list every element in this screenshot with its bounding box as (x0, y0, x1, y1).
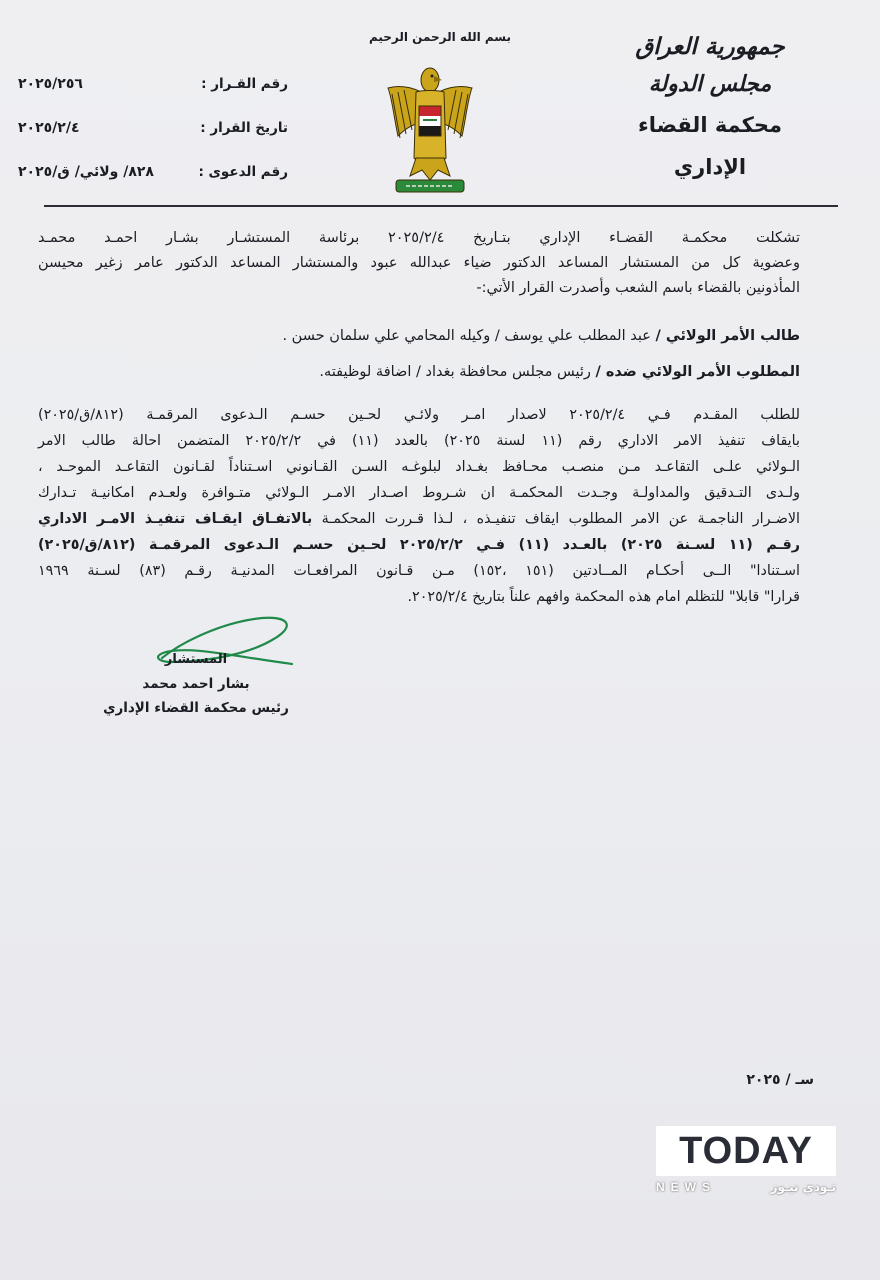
footer-date: سـ / ٢٠٢٥ (746, 1072, 814, 1088)
paragraph-respondent (38, 360, 800, 385)
meta-row-case-number (18, 150, 288, 194)
text-line: تشكلت محكمـة القضـاء الإداري بتـاريخ ٢٠٢٥/٢/٤ برئاسة المستشـار بشـار احمـد محمـد (38, 230, 800, 246)
text-line: وعضوية كل من المستشار المساعد الدكتور ضياء عبدالله عبود والمستشار المساعد الدكتور عامر زغير محيسن (38, 255, 800, 271)
meta-label: تاريخ القرار : (200, 120, 288, 136)
signatory-title: المستشار (164, 652, 228, 667)
text-line: قرارا" قابلا" للتظلم امام هذه المحكمة وافهم علناً بتاريخ ٢٠٢٥/٢/٤. (407, 589, 800, 605)
meta-label: رقم الدعوى : (198, 164, 288, 180)
header-divider (44, 205, 838, 207)
meta-value: ٢٠٢٥/٢/٤ (18, 120, 80, 136)
signatory-role: رئيس محكمة القضاء الإداري (103, 700, 289, 716)
issuing-authority (610, 30, 810, 188)
meta-label: رقم القـرار : (201, 76, 288, 92)
meta-row-decision-number (18, 62, 288, 106)
watermark-ar: تـودي نيـوز (770, 1180, 836, 1194)
meta-value: ٢٠٢٥/٢٥٦ (18, 76, 83, 92)
org-line-council: مجلس الدولة (648, 71, 772, 97)
meta-row-decision-date (18, 106, 288, 150)
applicant-label: طالب الأمر الولائي / (655, 328, 800, 344)
org-line-republic: جمهورية العراق (635, 33, 785, 60)
today-news-watermark (656, 1126, 836, 1198)
applicant-text: عبد المطلب علي يوسف / وكيله المحامي علي سلمان حسن . (282, 328, 656, 344)
decision-highlight: بالاتفـاق ايقـاف تنفيـذ الامـر الاداري (38, 511, 313, 527)
paragraph-decision (38, 402, 800, 610)
watermark-word: TODAY (679, 1130, 813, 1172)
signatory-name: بشار احمد محمد (142, 676, 250, 692)
respondent-text: رئيس مجلس محافظة بغداد / اضافة لوظيفته. (319, 364, 596, 380)
text-line: اسـتنادا" الــى أحكـام المــادتين (١٥١ ،١٥٢) مـن قـانون المرافعـات المدنيـة رقـم (٨٣) لسـنة ١٩٦٩ (38, 563, 800, 579)
text-line: ولـدى التـدقيق والمداولـة وجـدت المحكمـة ان شـروط اصـدار الامـر الـولائي متـوافرة ولعـدم امكانيـة تـدارك (38, 485, 800, 501)
text-line: للطلب المقـدم فـي ٢٠٢٥/٢/٤ لاصدار امـر ولائـي لحـين حسـم الـدعوى المرقمـة (٨١٢/ق/٢٠٢٥) (38, 407, 800, 423)
iraq-eagle-emblem-icon (382, 58, 478, 196)
text-line: بايقاف تنفيذ الامر الاداري رقم (١١ لسنة ٢٠٢٥) بالعدد (١١) في ٢٠٢٥/٢/٢ المتضمن احالة طالب الامر (38, 433, 800, 449)
watermark-subtitle (656, 1180, 836, 1194)
meta-value: ٨٢٨/ ولائي/ ق/٢٠٢٥ (18, 164, 154, 180)
paragraph-court-formation (38, 226, 800, 301)
decision-meta (18, 62, 288, 194)
watermark-en: NEWS (656, 1180, 716, 1194)
text-line: المأذونين بالقضاء باسم الشعب وأصدرت القرار الأتي:- (476, 280, 800, 296)
respondent-label: المطلوب الأمر الولائي ضده / (595, 364, 800, 380)
paragraph-applicant (38, 324, 800, 349)
signature-block (86, 612, 316, 722)
text-line: الـولائي علـى التقاعـد مـن منصـب محـافظ بغـداد لبلوغـه السـن القـانوني اسـتناداً لقـانون التقاعـد الموحـد ، (38, 459, 800, 475)
text-segment: الاضـرار الناجمـة عن الامر المطلوب ايقاف تنفيـذه ، لـذا قـررت المحكمـة (312, 511, 801, 527)
org-line-court: محكمة القضاء الإداري (638, 113, 782, 179)
basmala: بسم الله الرحمن الرحيم (368, 30, 512, 44)
text-line (38, 506, 800, 532)
text-line: رقـم (١١ لسـنة ٢٠٢٥) بالعـدد (١١) فـي ٢٠٢٥/٢/٢ لحـين حسـم الـدعوى المرقمـة (٨١٢/ق/٢٠٢٥) (38, 537, 801, 553)
